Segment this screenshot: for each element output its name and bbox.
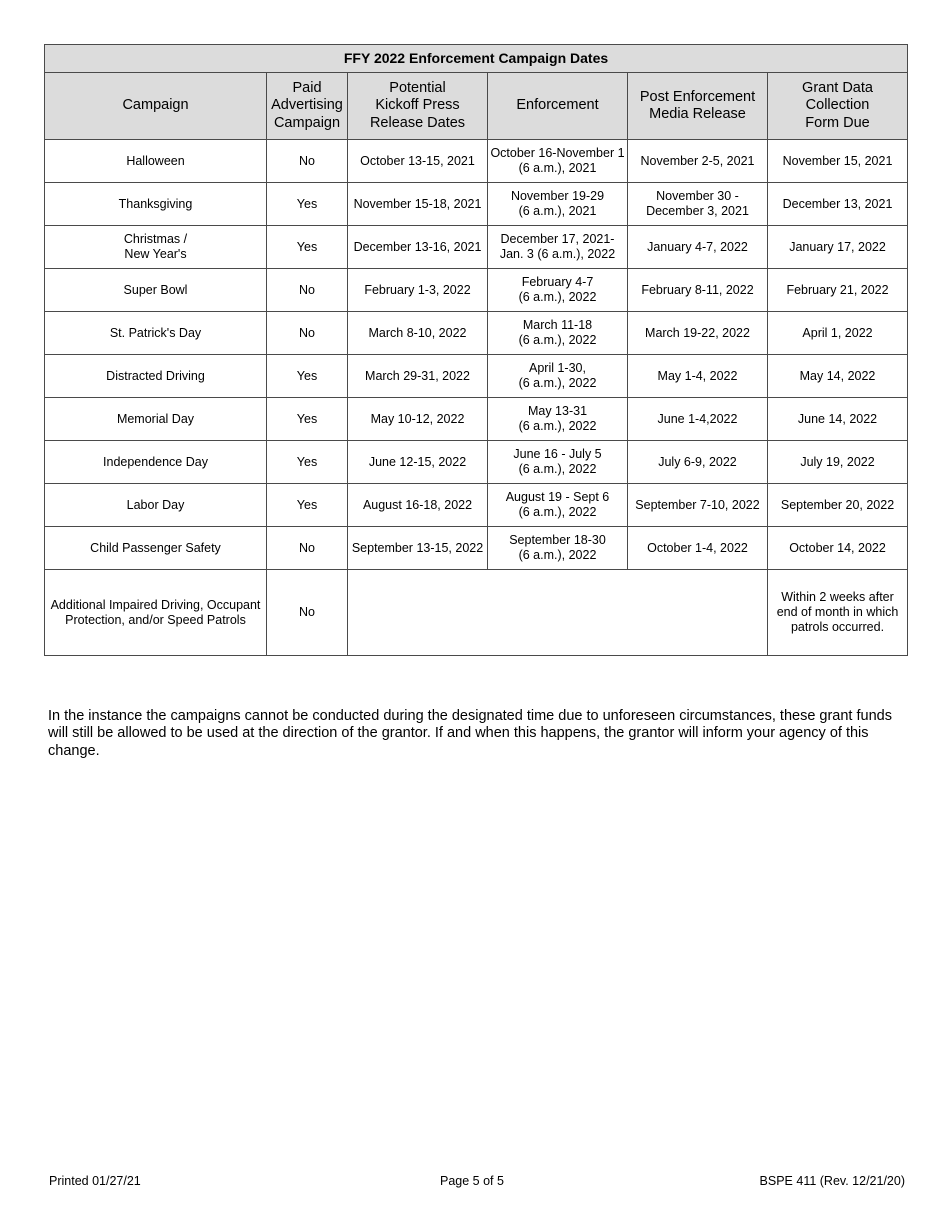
cell-post-media: January 4-7, 2022 [628,226,768,269]
cell-empty-merged [348,570,768,656]
cell-post-media: February 8-11, 2022 [628,269,768,312]
table-row-additional-patrols [45,570,908,656]
cell-kickoff: March 29-31, 2022 [348,355,488,398]
cell-enforcement: October 16-November 1 (6 a.m.), 2021 [488,140,628,183]
cell-enforcement: September 18-30 (6 a.m.), 2022 [488,527,628,570]
note-paragraph: In the instance the campaigns cannot be conducted during the designated time due to unforeseen circumstances, these grant funds will still be allowed to be used at the direction of the grantor. If and when this happens, the grantor will inform your agency of this change. [48,708,892,759]
table-row [45,398,908,441]
cell-kickoff: September 13-15, 2022 [348,527,488,570]
table-row [45,312,908,355]
cell-kickoff: February 1-3, 2022 [348,269,488,312]
cell-post-media: November 30 - December 3, 2021 [628,183,768,226]
cell-campaign: Halloween [45,140,267,183]
campaign-dates-table [44,44,908,656]
table-header-row [45,73,908,140]
cell-enforcement: August 19 - Sept 6 (6 a.m.), 2022 [488,484,628,527]
cell-form-due: May 14, 2022 [768,355,908,398]
footer-form-id: BSPE 411 (Rev. 12/21/20) [759,1174,905,1188]
header-grant-form-due: Grant Data Collection Form Due [768,73,908,140]
cell-kickoff: August 16-18, 2022 [348,484,488,527]
cell-paid: Yes [267,226,348,269]
table-row [45,441,908,484]
cell-post-media: July 6-9, 2022 [628,441,768,484]
cell-kickoff: November 15-18, 2021 [348,183,488,226]
cell-post-media: June 1-4,2022 [628,398,768,441]
header-enforcement: Enforcement [488,73,628,140]
cell-form-due: November 15, 2021 [768,140,908,183]
cell-form-due: September 20, 2022 [768,484,908,527]
cell-kickoff: May 10-12, 2022 [348,398,488,441]
cell-post-media: March 19-22, 2022 [628,312,768,355]
cell-form-due: December 13, 2021 [768,183,908,226]
header-campaign: Campaign [45,73,267,140]
table-title-row [45,45,908,73]
cell-post-media: May 1-4, 2022 [628,355,768,398]
cell-enforcement: April 1-30, (6 a.m.), 2022 [488,355,628,398]
table-row [45,527,908,570]
cell-paid: Yes [267,183,348,226]
cell-campaign: Distracted Driving [45,355,267,398]
cell-kickoff: October 13-15, 2021 [348,140,488,183]
cell-campaign: Labor Day [45,484,267,527]
cell-enforcement: November 19-29 (6 a.m.), 2021 [488,183,628,226]
table-row [45,183,908,226]
cell-form-due: Within 2 weeks after end of month in which patrols occurred. [768,570,908,656]
cell-kickoff: December 13-16, 2021 [348,226,488,269]
cell-paid: Yes [267,398,348,441]
cell-campaign: Thanksgiving [45,183,267,226]
cell-enforcement: February 4-7 (6 a.m.), 2022 [488,269,628,312]
cell-campaign: Christmas / New Year's [45,226,267,269]
cell-kickoff: June 12-15, 2022 [348,441,488,484]
cell-enforcement: June 16 - July 5 (6 a.m.), 2022 [488,441,628,484]
cell-campaign: Child Passenger Safety [45,527,267,570]
cell-kickoff: March 8-10, 2022 [348,312,488,355]
table-row [45,226,908,269]
cell-campaign: Memorial Day [45,398,267,441]
cell-form-due: February 21, 2022 [768,269,908,312]
cell-campaign: Additional Impaired Driving, Occupant Protection, and/or Speed Patrols [45,570,267,656]
cell-campaign: Super Bowl [45,269,267,312]
cell-enforcement: March 11-18 (6 a.m.), 2022 [488,312,628,355]
table-row [45,355,908,398]
cell-paid: No [267,527,348,570]
table-row [45,269,908,312]
cell-post-media: November 2-5, 2021 [628,140,768,183]
cell-enforcement: December 17, 2021- Jan. 3 (6 a.m.), 2022 [488,226,628,269]
cell-paid: No [267,570,348,656]
cell-paid: Yes [267,355,348,398]
cell-form-due: January 17, 2022 [768,226,908,269]
cell-paid: No [267,140,348,183]
header-post-enforcement: Post Enforcement Media Release [628,73,768,140]
cell-enforcement: May 13-31 (6 a.m.), 2022 [488,398,628,441]
header-kickoff-press: Potential Kickoff Press Release Dates [348,73,488,140]
table-title: FFY 2022 Enforcement Campaign Dates [45,45,908,73]
cell-form-due: April 1, 2022 [768,312,908,355]
cell-campaign: St. Patrick's Day [45,312,267,355]
cell-post-media: October 1-4, 2022 [628,527,768,570]
cell-paid: Yes [267,484,348,527]
cell-campaign: Independence Day [45,441,267,484]
table-row [45,140,908,183]
cell-paid: Yes [267,441,348,484]
cell-post-media: September 7-10, 2022 [628,484,768,527]
cell-form-due: October 14, 2022 [768,527,908,570]
footer-printed-date: Printed 01/27/21 [49,1174,141,1188]
cell-form-due: July 19, 2022 [768,441,908,484]
cell-paid: No [267,269,348,312]
cell-paid: No [267,312,348,355]
cell-form-due: June 14, 2022 [768,398,908,441]
header-paid-advertising: Paid Advertising Campaign [267,73,348,140]
footer-page-number: Page 5 of 5 [440,1174,504,1188]
table-row [45,484,908,527]
